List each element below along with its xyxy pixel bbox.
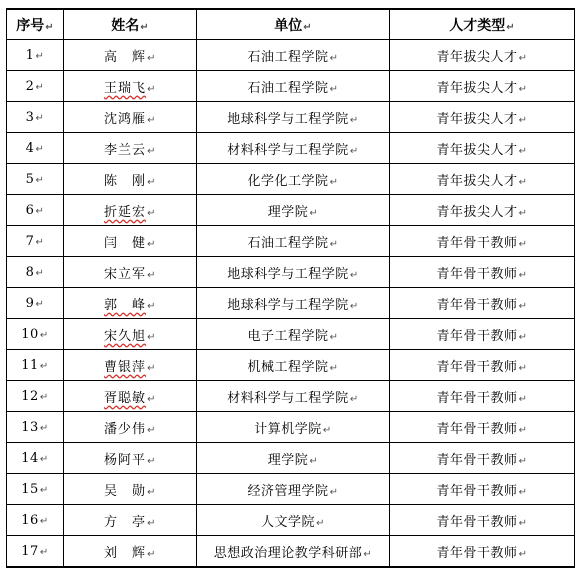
- cell-type[interactable]: [390, 288, 575, 319]
- paragraph-mark-icon: ↵: [518, 52, 528, 64]
- cell-name-text: 杨阿平: [104, 452, 147, 468]
- table-header: [7, 9, 575, 40]
- cell-no[interactable]: [7, 164, 64, 195]
- paragraph-mark-icon: ↵: [329, 362, 339, 374]
- paragraph-mark-icon: ↵: [35, 81, 45, 93]
- cell-no-text: 15: [21, 481, 39, 497]
- cell-type-text: 青年骨干教师: [436, 514, 518, 530]
- paragraph-mark-icon: ↵: [140, 21, 149, 33]
- paragraph-mark-icon: ↵: [329, 486, 339, 498]
- cell-no-text: 3: [25, 109, 35, 125]
- cell-unit[interactable]: [197, 71, 390, 102]
- cell-name[interactable]: [64, 288, 197, 319]
- cell-name[interactable]: [64, 195, 197, 226]
- cell-unit[interactable]: [197, 381, 390, 412]
- paragraph-mark-icon: ↵: [35, 112, 45, 124]
- paragraph-mark-icon: ↵: [147, 486, 156, 498]
- cell-type[interactable]: [390, 505, 575, 536]
- table-row: [7, 381, 575, 412]
- cell-type[interactable]: [390, 71, 575, 102]
- paragraph-mark-icon: ↵: [147, 393, 156, 405]
- paragraph-mark-icon: ↵: [518, 145, 528, 157]
- cell-no[interactable]: [7, 474, 64, 505]
- paragraph-mark-icon: ↵: [147, 455, 156, 467]
- cell-name-text: 曹银萍: [104, 359, 147, 375]
- table-row: [7, 288, 575, 319]
- cell-no-text: 4: [25, 140, 35, 156]
- cell-type[interactable]: [390, 164, 575, 195]
- cell-type-text: 青年骨干教师: [436, 421, 518, 437]
- cell-no[interactable]: [7, 288, 64, 319]
- cell-type[interactable]: [390, 40, 575, 71]
- paragraph-mark-icon: ↵: [518, 331, 528, 343]
- paragraph-mark-icon: ↵: [147, 269, 156, 281]
- cell-type[interactable]: [390, 195, 575, 226]
- cell-no-text: 16: [21, 512, 39, 528]
- cell-unit-text: 地球科学与工程学院: [227, 111, 349, 127]
- cell-type-text: 青年骨干教师: [436, 390, 518, 406]
- cell-unit-text: 人文学院: [261, 514, 316, 530]
- paragraph-mark-icon: ↵: [35, 205, 45, 217]
- paragraph-mark-icon: ↵: [518, 176, 528, 188]
- paragraph-mark-icon: ↵: [147, 300, 156, 312]
- table-row: [7, 350, 575, 381]
- table-row: [7, 319, 575, 350]
- paragraph-mark-icon: ↵: [329, 238, 339, 250]
- cell-unit[interactable]: [197, 474, 390, 505]
- table-row: [7, 71, 575, 102]
- cell-type[interactable]: [390, 319, 575, 350]
- cell-unit-text: 机械工程学院: [247, 359, 329, 375]
- cell-name-text: 宋久旭: [104, 328, 147, 344]
- paragraph-mark-icon: ↵: [518, 548, 528, 560]
- paragraph-mark-icon: ↵: [329, 83, 339, 95]
- paragraph-mark-icon: ↵: [309, 207, 319, 219]
- table-row: [7, 412, 575, 443]
- cell-type[interactable]: [390, 133, 575, 164]
- cell-type[interactable]: [390, 350, 575, 381]
- cell-name[interactable]: [64, 133, 197, 164]
- paragraph-mark-icon: ↵: [349, 300, 359, 312]
- paragraph-mark-icon: ↵: [329, 52, 339, 64]
- cell-name-text: 高 辉: [104, 49, 147, 65]
- cell-name-text: 闫 健: [104, 235, 147, 251]
- paragraph-mark-icon: ↵: [349, 114, 359, 126]
- table-body: [7, 40, 575, 568]
- cell-unit[interactable]: [197, 133, 390, 164]
- cell-no[interactable]: [7, 133, 64, 164]
- cell-no-text: 14: [21, 450, 39, 466]
- paragraph-mark-icon: ↵: [322, 424, 332, 436]
- cell-no-text: 5: [25, 171, 35, 187]
- cell-name[interactable]: [64, 164, 197, 195]
- header-type[interactable]: [390, 9, 575, 40]
- cell-name[interactable]: [64, 226, 197, 257]
- cell-name-text: 潘少伟: [104, 421, 147, 437]
- cell-type-text: 青年骨干教师: [436, 235, 518, 251]
- paragraph-mark-icon: ↵: [316, 517, 325, 529]
- paragraph-mark-icon: ↵: [147, 176, 156, 188]
- cell-unit-text: 计算机学院: [254, 421, 322, 437]
- cell-unit[interactable]: [197, 505, 390, 536]
- cell-unit[interactable]: [197, 226, 390, 257]
- cell-type[interactable]: [390, 443, 575, 474]
- cell-type-text: 青年拔尖人才: [436, 80, 518, 96]
- cell-unit[interactable]: [197, 443, 390, 474]
- cell-type[interactable]: [390, 474, 575, 505]
- cell-unit[interactable]: [197, 536, 390, 568]
- cell-type-text: 青年拔尖人才: [436, 49, 518, 65]
- talent-roster-table: [6, 8, 575, 568]
- table-row: [7, 443, 575, 474]
- cell-unit-text: 材料科学与工程学院: [227, 142, 349, 158]
- cell-no[interactable]: [7, 412, 64, 443]
- cell-unit-text: 石油工程学院: [247, 80, 329, 96]
- paragraph-mark-icon: ↵: [35, 174, 45, 186]
- paragraph-mark-icon: ↵: [147, 207, 156, 219]
- cell-no[interactable]: [7, 40, 64, 71]
- table-row: [7, 257, 575, 288]
- cell-type[interactable]: [390, 226, 575, 257]
- paragraph-mark-icon: ↵: [147, 114, 156, 126]
- cell-name-text: 刘 辉: [104, 545, 147, 561]
- cell-no-text: 17: [21, 543, 39, 559]
- cell-type-text: 青年拔尖人才: [436, 173, 518, 189]
- cell-type[interactable]: [390, 257, 575, 288]
- cell-no-text: 2: [25, 78, 35, 94]
- header-name-label: 姓名: [111, 17, 140, 34]
- cell-no[interactable]: [7, 443, 64, 474]
- cell-no-text: 9: [25, 295, 35, 311]
- cell-unit-text: 地球科学与工程学院: [227, 297, 349, 313]
- cell-type[interactable]: [390, 536, 575, 568]
- paragraph-mark-icon: ↵: [518, 393, 528, 405]
- cell-unit-text: 思想政治理论教学科研部: [213, 545, 363, 561]
- cell-unit-text: 材料科学与工程学院: [227, 390, 349, 406]
- cell-unit[interactable]: [197, 102, 390, 133]
- paragraph-mark-icon: ↵: [518, 269, 528, 281]
- cell-unit-text: 化学化工学院: [247, 173, 329, 189]
- paragraph-mark-icon: ↵: [39, 422, 49, 434]
- paragraph-mark-icon: ↵: [518, 300, 528, 312]
- cell-name[interactable]: [64, 71, 197, 102]
- cell-no-text: 7: [25, 233, 35, 249]
- paragraph-mark-icon: ↵: [147, 52, 156, 64]
- header-no[interactable]: [7, 9, 64, 40]
- cell-unit-text: 理学院: [267, 452, 309, 468]
- cell-name[interactable]: [64, 257, 197, 288]
- table-row: [7, 40, 575, 71]
- paragraph-mark-icon: ↵: [35, 267, 45, 279]
- table-row: [7, 226, 575, 257]
- paragraph-mark-icon: ↵: [147, 331, 156, 343]
- cell-type[interactable]: [390, 102, 575, 133]
- cell-type-text: 青年拔尖人才: [436, 142, 518, 158]
- cell-type-text: 青年骨干教师: [436, 545, 518, 561]
- cell-no[interactable]: [7, 505, 64, 536]
- cell-name-text: 折延宏: [104, 204, 147, 220]
- paragraph-mark-icon: ↵: [518, 83, 528, 95]
- cell-name-text: 郭 峰: [104, 297, 147, 313]
- cell-type-text: 青年拔尖人才: [436, 204, 518, 220]
- cell-name[interactable]: [64, 381, 197, 412]
- cell-no[interactable]: [7, 102, 64, 133]
- cell-no[interactable]: [7, 536, 64, 568]
- paragraph-mark-icon: ↵: [363, 548, 373, 560]
- cell-unit[interactable]: [197, 257, 390, 288]
- table-row: [7, 164, 575, 195]
- paragraph-mark-icon: ↵: [35, 143, 45, 155]
- cell-type-text: 青年拔尖人才: [436, 111, 518, 127]
- paragraph-mark-icon: ↵: [39, 453, 49, 465]
- paragraph-mark-icon: ↵: [39, 329, 49, 341]
- cell-name-text: 陈 刚: [104, 173, 147, 189]
- header-type-label: 人才类型: [449, 17, 506, 34]
- cell-unit[interactable]: [197, 350, 390, 381]
- cell-no[interactable]: [7, 71, 64, 102]
- paragraph-mark-icon: ↵: [147, 362, 156, 374]
- table-row: [7, 133, 575, 164]
- paragraph-mark-icon: ↵: [518, 114, 528, 126]
- cell-unit[interactable]: [197, 319, 390, 350]
- paragraph-mark-icon: ↵: [39, 515, 49, 527]
- cell-type[interactable]: [390, 412, 575, 443]
- paragraph-mark-icon: ↵: [518, 455, 528, 467]
- cell-unit[interactable]: [197, 288, 390, 319]
- cell-no[interactable]: [7, 257, 64, 288]
- cell-name-text: 沈鸿雁: [104, 111, 147, 127]
- paragraph-mark-icon: ↵: [518, 362, 528, 374]
- cell-unit-text: 经济管理学院: [247, 483, 329, 499]
- paragraph-mark-icon: ↵: [349, 269, 359, 281]
- cell-name-text: 胥聪敏: [104, 390, 147, 406]
- cell-unit[interactable]: [197, 40, 390, 71]
- cell-name[interactable]: [64, 40, 197, 71]
- paragraph-mark-icon: ↵: [35, 236, 45, 248]
- cell-no-text: 11: [21, 357, 39, 373]
- paragraph-mark-icon: ↵: [147, 424, 156, 436]
- paragraph-mark-icon: ↵: [35, 50, 45, 62]
- paragraph-mark-icon: ↵: [39, 360, 49, 372]
- cell-no-text: 6: [25, 202, 35, 218]
- header-row: [7, 9, 575, 40]
- paragraph-mark-icon: ↵: [518, 238, 528, 250]
- paragraph-mark-icon: ↵: [147, 517, 156, 529]
- cell-type-text: 青年骨干教师: [436, 452, 518, 468]
- cell-type-text: 青年骨干教师: [436, 483, 518, 499]
- cell-unit[interactable]: [197, 164, 390, 195]
- cell-unit-text: 石油工程学院: [247, 49, 329, 65]
- cell-name[interactable]: [64, 505, 197, 536]
- cell-name[interactable]: [64, 443, 197, 474]
- cell-type-text: 青年骨干教师: [436, 297, 518, 313]
- header-unit[interactable]: [197, 9, 390, 40]
- cell-unit[interactable]: [197, 412, 390, 443]
- paragraph-mark-icon: ↵: [309, 455, 319, 467]
- cell-name[interactable]: [64, 319, 197, 350]
- table-row: [7, 536, 575, 568]
- paragraph-mark-icon: ↵: [518, 486, 528, 498]
- cell-unit[interactable]: [197, 195, 390, 226]
- paragraph-mark-icon: ↵: [506, 21, 515, 33]
- cell-type-text: 青年骨干教师: [436, 328, 518, 344]
- cell-name-text: 方 亭: [104, 514, 147, 530]
- cell-unit-text: 石油工程学院: [247, 235, 329, 251]
- paragraph-mark-icon: ↵: [349, 393, 359, 405]
- cell-no-text: 8: [25, 264, 35, 280]
- cell-name-text: 李兰云: [104, 142, 147, 158]
- table-row: [7, 474, 575, 505]
- table-row: [7, 195, 575, 226]
- table-row: [7, 505, 575, 536]
- cell-unit-text: 地球科学与工程学院: [227, 266, 349, 282]
- paragraph-mark-icon: ↵: [45, 21, 54, 33]
- paragraph-mark-icon: ↵: [147, 83, 156, 95]
- cell-no-text: 13: [21, 419, 39, 435]
- cell-no[interactable]: [7, 350, 64, 381]
- cell-name[interactable]: [64, 536, 197, 568]
- paragraph-mark-icon: ↵: [147, 548, 156, 560]
- cell-name[interactable]: [64, 474, 197, 505]
- cell-no[interactable]: [7, 226, 64, 257]
- cell-no[interactable]: [7, 381, 64, 412]
- cell-name-text: 吴 勋: [104, 483, 147, 499]
- cell-unit-text: 电子工程学院: [247, 328, 329, 344]
- paragraph-mark-icon: ↵: [518, 424, 528, 436]
- paragraph-mark-icon: ↵: [329, 331, 339, 343]
- paragraph-mark-icon: ↵: [349, 145, 359, 157]
- paragraph-mark-icon: ↵: [35, 298, 45, 310]
- cell-name[interactable]: [64, 350, 197, 381]
- paragraph-mark-icon: ↵: [39, 391, 49, 403]
- paragraph-mark-icon: ↵: [39, 484, 49, 496]
- table-row: [7, 102, 575, 133]
- cell-type-text: 青年骨干教师: [436, 359, 518, 375]
- cell-name[interactable]: [64, 102, 197, 133]
- cell-type[interactable]: [390, 381, 575, 412]
- cell-no[interactable]: [7, 195, 64, 226]
- header-no-label: 序号: [16, 17, 45, 34]
- header-name[interactable]: [64, 9, 197, 40]
- cell-type-text: 青年骨干教师: [436, 266, 518, 282]
- header-unit-label: 单位: [274, 17, 303, 34]
- cell-name-text: 宋立军: [104, 266, 147, 282]
- paragraph-mark-icon: ↵: [518, 207, 528, 219]
- paragraph-mark-icon: ↵: [329, 176, 339, 188]
- cell-unit-text: 理学院: [267, 204, 309, 220]
- paragraph-mark-icon: ↵: [303, 21, 312, 33]
- cell-name[interactable]: [64, 412, 197, 443]
- cell-no[interactable]: [7, 319, 64, 350]
- cell-no-text: 10: [21, 326, 39, 342]
- paragraph-mark-icon: ↵: [518, 517, 528, 529]
- cell-name-text: 王瑞飞: [104, 80, 147, 96]
- paragraph-mark-icon: ↵: [39, 546, 49, 558]
- cell-no-text: 1: [25, 47, 35, 63]
- cell-no-text: 12: [21, 388, 39, 404]
- paragraph-mark-icon: ↵: [147, 145, 156, 157]
- paragraph-mark-icon: ↵: [147, 238, 156, 250]
